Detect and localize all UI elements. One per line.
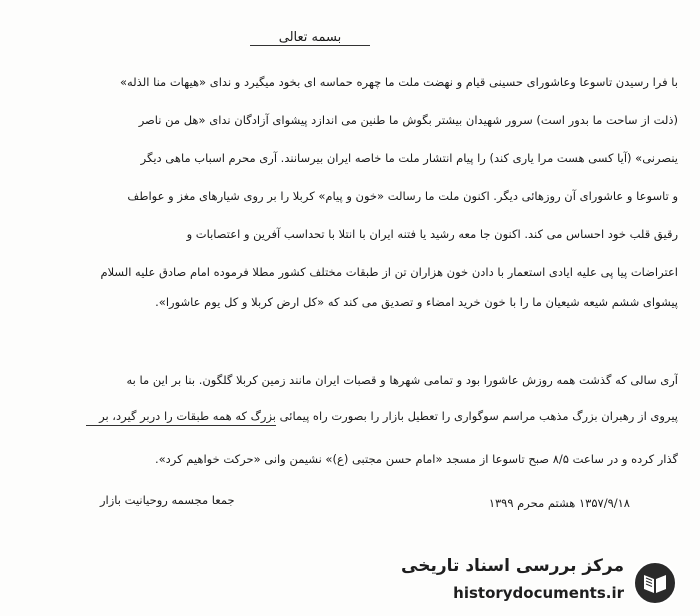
watermark — [386, 550, 686, 610]
watermark-title: مرکز بررسی اسناد تاریخی — [401, 556, 624, 576]
document-line: اعتراضات پیا پی علیه ایادی استعمار با دادن خون هزاران تن از طبقات مختلف کشور مطلا فرموده امام صادق علیه السلام — [100, 265, 678, 279]
document-line: ینصرنی» (آیا کسی هست مرا یاری کند) را پیام انتشار ملت ما خاصه ایران بیرسانند. آری محرم اسباب ماهی دیگر — [140, 151, 678, 165]
document-line: رقیق قلب خود احساس می کند. اکنون جا معه رشید یا فتنه ایران با انتلا با تحداسب آفرین و اعتصابات و — [186, 227, 678, 241]
document-line: گذار کرده و در ساعت ۸/۵ صبح تاسوعا از مسجد «امام حسن مجتبی (ع)» نشیمن وانی «حرکت خواهیم کرد». — [154, 452, 678, 466]
document-line: با فرا رسیدن تاسوعا وعاشورای حسینی قیام و نهضت ملت ما چهره حماسه ای بخود میگیرد و ندای «هیهات منا الذله» — [119, 75, 678, 89]
document-line: آری سالی که گذشت همه روزش عاشورا بود و تمامی شهرها و قصبات ایران مانند زمین کربلا گلگون. بنا بر این ما به — [126, 373, 678, 387]
document-heading: بسمه تعالی — [250, 30, 370, 46]
handwritten-underline — [86, 425, 276, 426]
document-line: پیروی از رهبران بزرگ مذهب مراسم سوگواری را تعطیل بازار را بصورت راه پیمائی بزرگ که همه طبقات را دربر گیرد، بر — [99, 409, 678, 423]
watermark-url[interactable]: historydocuments.ir — [453, 584, 624, 602]
document-line: و تاسوعا و عاشورای آن روزهائی دیگر. اکنون ملت ما رسالت «خون و پیام» کربلا را بر روی شیارهای مغز و عواطف — [127, 189, 678, 203]
document-line: پیشوای ششم شیعه شیعیان ما را با خون خرید امضاء و تصدیق می کند که «کل ارض کربلا و کل یوم عاشورا». — [155, 295, 678, 309]
document-signature-line: جمعا مجسمه روحیانیت بازار — [100, 493, 235, 507]
document-line: (ذلت از ساحت ما بدور است) سرور شهیدان بیشتر بگوش ما طنین می اندازد پیشوای آزادگان ندای «هل من ناصر — [138, 113, 678, 127]
document-date: ۱۳۵۷/۹/۱۸ هشتم محرم ۱۳۹۹ — [488, 496, 630, 510]
book-icon — [632, 560, 678, 606]
